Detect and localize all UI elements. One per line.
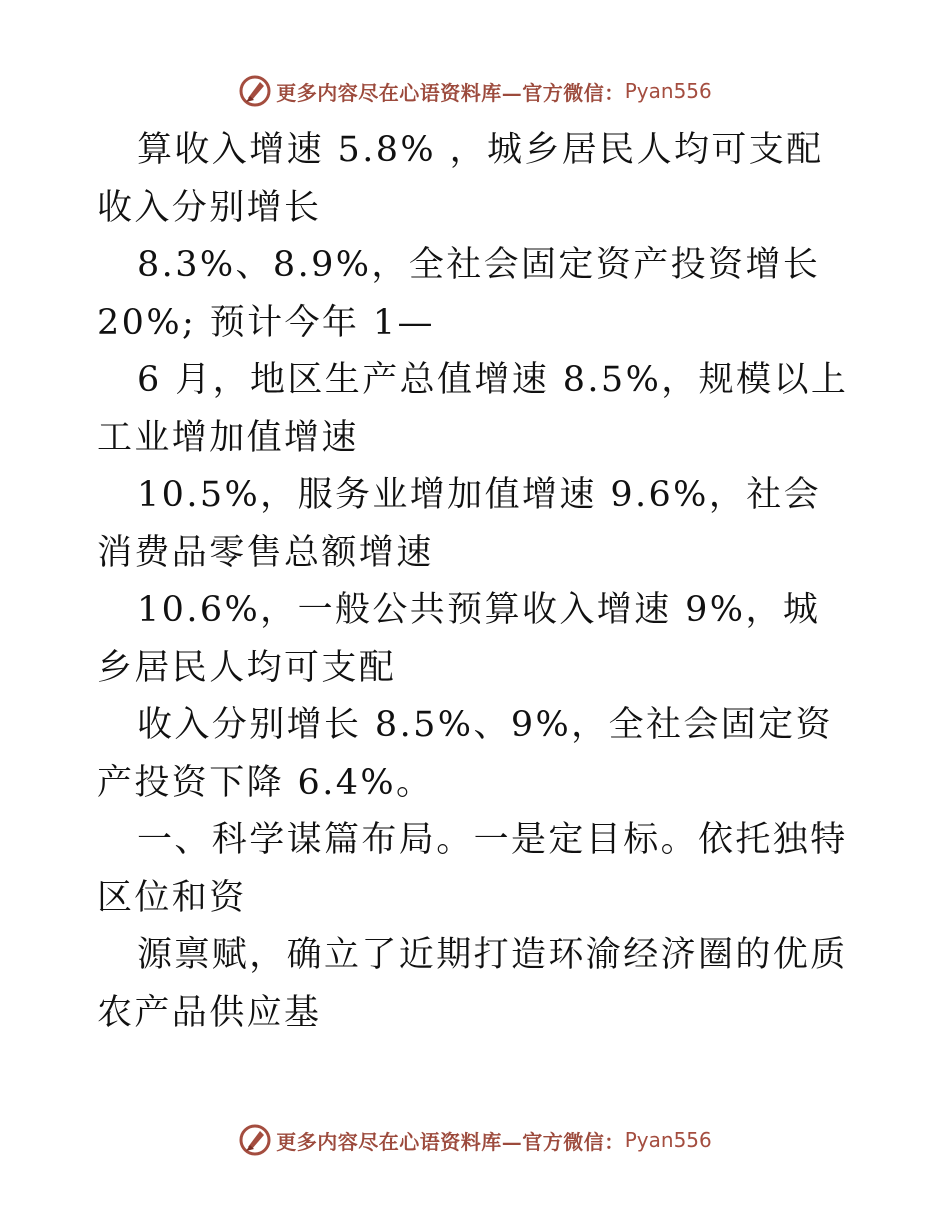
pen-nib-logo-icon	[238, 74, 272, 108]
header-banner-contact: Pyan556	[624, 79, 712, 103]
header-banner	[0, 71, 950, 111]
paragraph-4: 10.5%，服务业增加值增速 9.6%，社会消费品零售总额增速	[97, 475, 822, 573]
paragraph-5: 10.6%，一般公共预算收入增速 9%，城乡居民人均可支配	[97, 590, 821, 688]
footer-banner	[0, 1120, 950, 1160]
footer-banner-text: 更多内容尽在心语资料库—官方微信：	[276, 1129, 625, 1154]
paragraph-2: 8.3%、8.9%，全社会固定资产投资增长 20%; 预计今年 1—	[97, 245, 834, 343]
pen-nib-logo-icon	[238, 1123, 272, 1157]
header-banner-text: 更多内容尽在心语资料库—官方微信：	[276, 80, 625, 105]
paragraph-7: 一、科学谋篇布局。一是定目标。依托独特区位和资	[97, 820, 848, 918]
paragraph-6: 收入分别增长 8.5%、9%，全社会固定资产投资下降 6.4%。	[97, 705, 833, 803]
document-body	[97, 122, 857, 1042]
footer-banner-contact: Pyan556	[624, 1128, 712, 1152]
paragraph-8: 源禀赋，确立了近期打造环渝经济圈的优质农产品供应基	[97, 935, 848, 1033]
paragraph-1: 算收入增速 5.8% ，城乡居民人均可支配收入分别增长	[97, 130, 824, 228]
paragraph-3: 6 月，地区生产总值增速 8.5%，规模以上工业增加值增速	[97, 360, 849, 458]
